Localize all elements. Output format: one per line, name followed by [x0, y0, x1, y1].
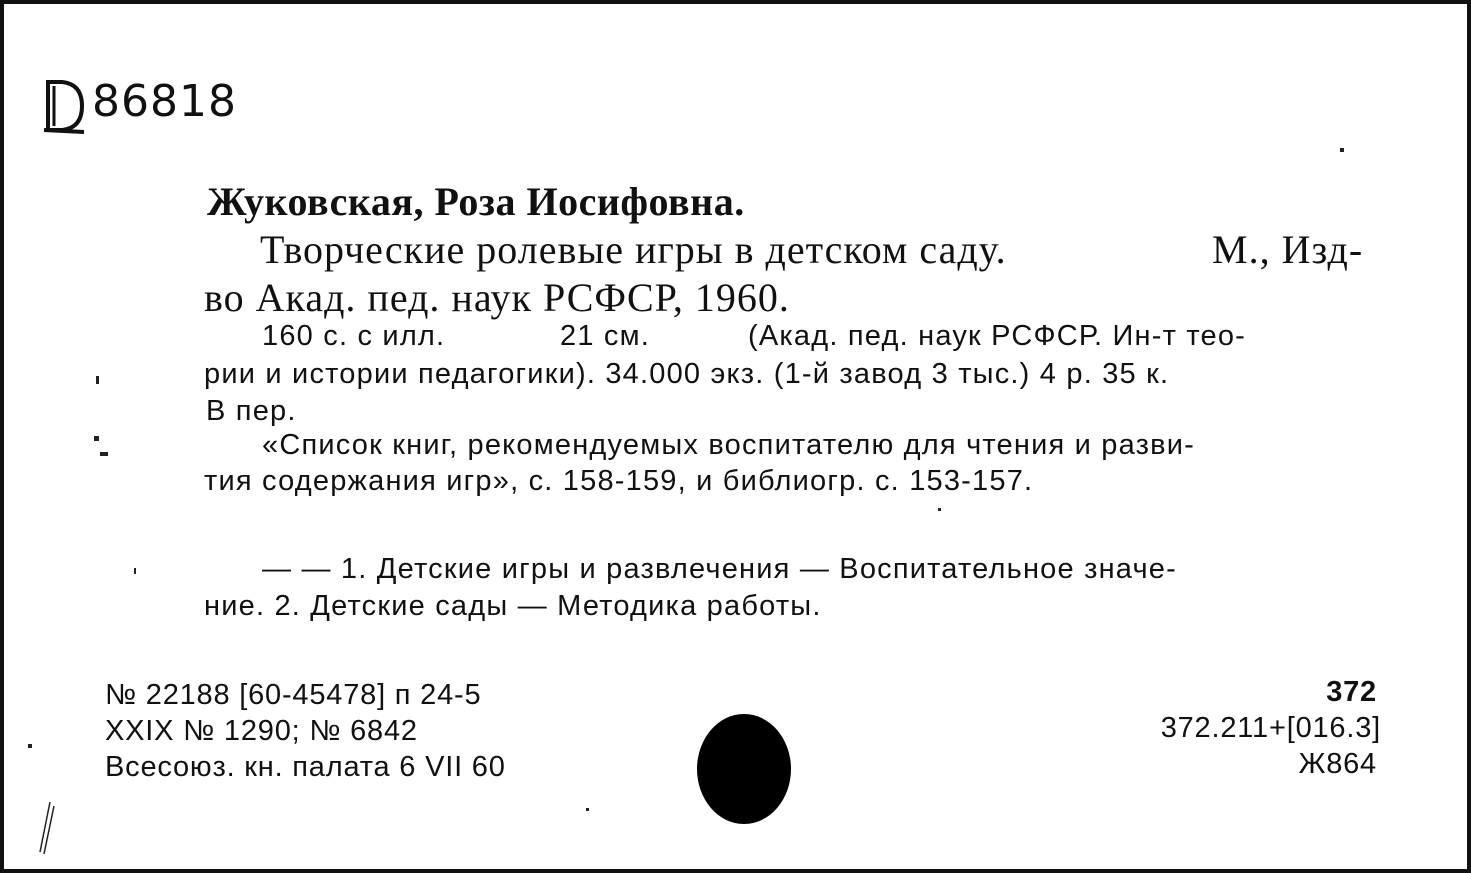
chronicle-number: XXIX № 1290; № 6842	[105, 715, 418, 747]
speck-mark	[28, 744, 32, 748]
binding-note: В пер.	[206, 395, 297, 427]
speck-mark	[586, 808, 589, 811]
speck-mark	[1340, 148, 1344, 152]
speck-mark	[100, 452, 108, 456]
speck-mark	[938, 508, 941, 511]
registration-number: № 22188 [60-45478] п 24-5	[105, 679, 482, 711]
title-line-1: Творческие ролевые игры в детском саду.	[260, 227, 1007, 272]
collation-size: 21 см.	[560, 320, 651, 352]
title-line-2: во Акад. пед. наук РСФСР, 1960.	[204, 275, 790, 320]
title-line-1-imprint: М., Изд-	[1212, 227, 1364, 272]
subject-headings-2: ние. 2. Детские сады — Методика работы.	[204, 590, 822, 622]
speck-mark	[94, 436, 99, 441]
author-mark: Ж864	[1298, 748, 1377, 780]
speck-mark	[96, 376, 99, 384]
udc-primary: 372	[1326, 676, 1377, 708]
stamp-d-letter	[42, 78, 86, 134]
pencil-mark	[32, 800, 56, 856]
call-number: 86818	[92, 76, 237, 127]
issuing-chamber: Всесоюз. кн. палата 6 VII 60	[105, 751, 506, 783]
author-heading: Жуковская, Роза Иосифовна.	[207, 179, 745, 224]
collation-pages: 160 с. с илл.	[262, 320, 446, 352]
series-note-end: рии и истории педагогики). 34.000 экз. (1-й завод 3 тыс.) 4 р. 35 к.	[204, 358, 1170, 390]
udc-full: 372.211+[016.3]	[1160, 712, 1381, 744]
bibliography-note-1: «Список книг, рекомендуемых воспитателю для чтения и разви-	[262, 429, 1195, 461]
series-note-start: (Акад. пед. наук РСФСР. Ин-т тео-	[748, 320, 1247, 352]
subject-headings-1: — — 1. Детские игры и развлечения — Воспитательное значе-	[262, 553, 1177, 585]
punch-hole	[697, 714, 791, 824]
bibliography-note-2: тия содержания игр», с. 158-159, и библиогр. с. 153-157.	[204, 465, 1034, 497]
speck-mark	[134, 568, 136, 574]
